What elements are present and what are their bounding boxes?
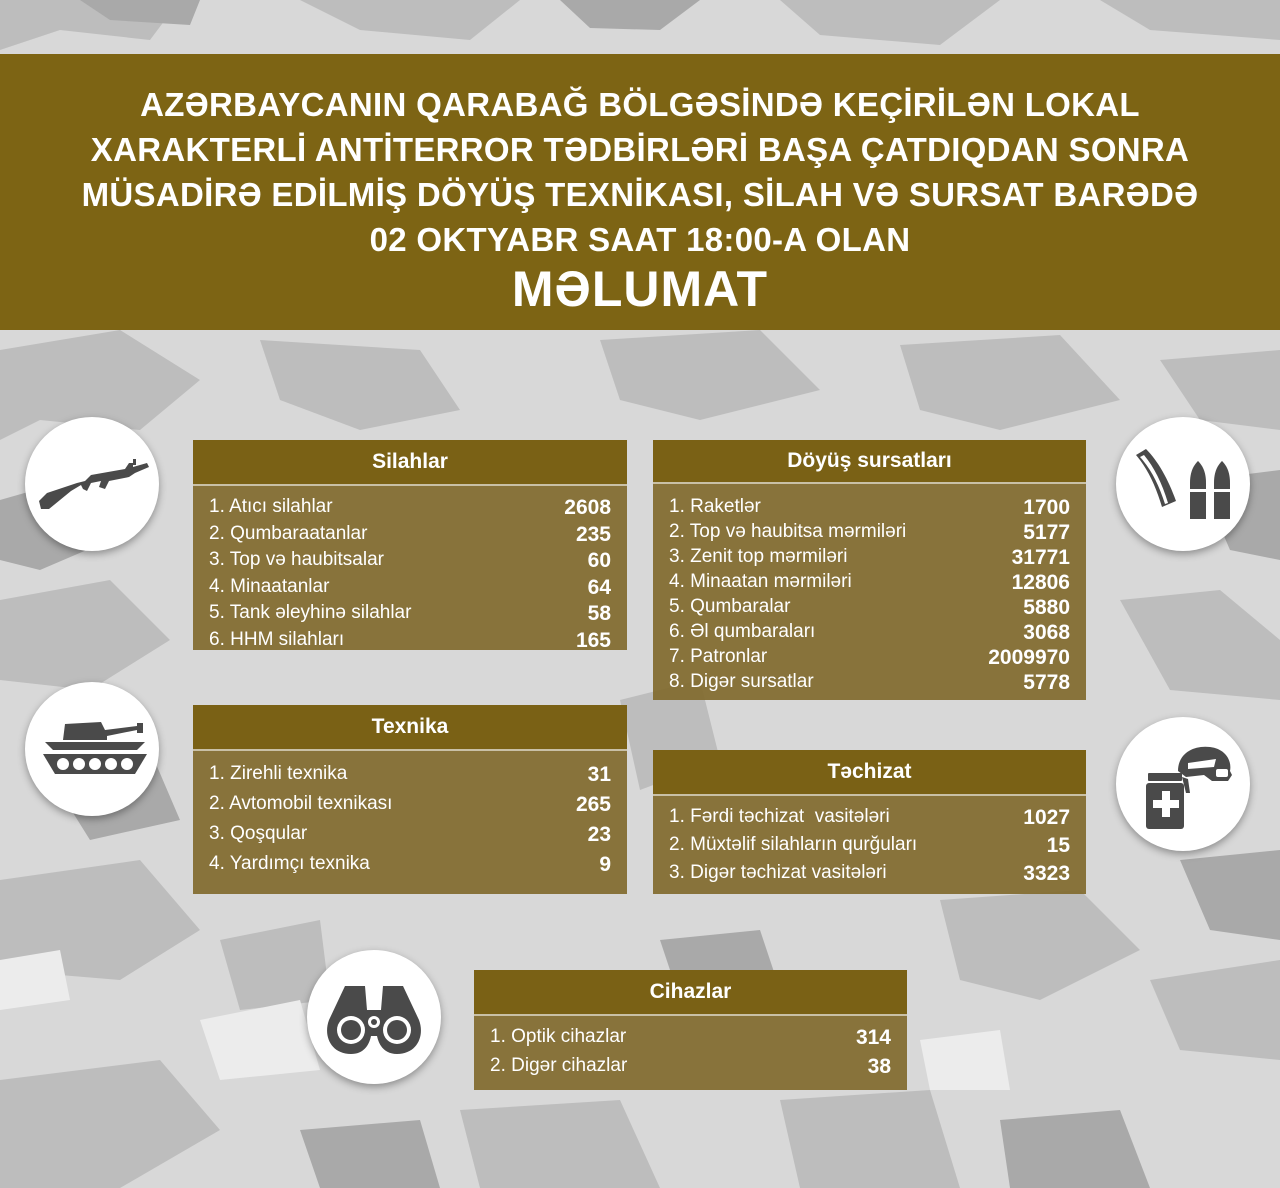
list-item: 8. Digər sursatlar 5778 [669,671,1070,694]
texnika-title: Texnika [193,705,627,749]
cihazlar-list [474,1014,907,1090]
list-item: 2. Top və haubitsa mərmiləri 5177 [669,521,1070,544]
list-item: 3. Qoşqular 23 [209,823,611,846]
helmet-medkit-icon [1116,717,1250,851]
list-item: 4. Minaatanlar 64 [209,575,611,599]
binoculars-icon [307,950,441,1084]
list-item: 2. Qumbaraatanlar 235 [209,522,611,546]
cihazlar-title: Cihazlar [474,970,907,1014]
list-item: 1. Optik cihazlar 314 [490,1026,891,1049]
list-item: 5. Qumbaralar 5880 [669,596,1070,619]
list-item: 7. Patronlar 2009970 [669,646,1070,669]
techizat-list [653,794,1086,894]
list-item: 2. Müxtəlif silahların qurğuları 15 [669,834,1070,857]
cihazlar-panel [474,970,907,1090]
page-subtitle: MƏLUMAT [511,261,769,317]
list-item: 1. Fərdi təchizat vasitələri 1027 [669,806,1070,829]
header-banner [0,54,1280,330]
silahlar-list [193,484,627,650]
texnika-list [193,749,627,894]
doyus-sursatlari-panel [653,440,1086,700]
list-item: 1. Atıcı silahlar 2608 [209,496,611,519]
list-item: 4. Yardımçı texnika 9 [209,853,611,876]
list-item: 5. Tank əleyhinə silahlar 58 [209,602,611,625]
ammo-icon [1116,417,1250,551]
list-item: 6. HHM silahları 165 [209,628,611,652]
rifle-icon [25,417,159,551]
tank-icon [25,682,159,816]
techizat-panel [653,750,1086,894]
list-item: 2. Digər cihazlar 38 [490,1055,891,1078]
list-item: 3. Digər təchizat vasitələri 3323 [669,862,1070,885]
list-item: 4. Minaatan mərmiləri 12806 [669,571,1070,594]
list-item: 3. Top və haubitsalar 60 [209,549,611,572]
texnika-panel [193,705,627,894]
list-item: 1. Zirehli texnika 31 [209,763,611,786]
techizat-title: Təchizat [653,750,1086,794]
silahlar-title: Silahlar [193,440,627,484]
list-item: 6. Əl qumbaraları 3068 [669,621,1070,644]
page-title: AZƏRBAYCANIN QARABAĞ BÖLGƏSİNDƏ KEÇİRİLƏN LOKAL XARAKTERLİ ANTİTERROR TƏDBİRLƏRİ BAŞA ÇATDIQDAN SONRA MÜSADİRƏ EDİLMİŞ DÖYÜŞ TEXNİKASI, SİLAH VƏ SURSAT BARƏDƏ 02 OKTYABR SAAT 18:00-A OLAN [81,86,1199,258]
doyus-sursatlari-title: Döyüş sursatları [653,440,1086,482]
list-item: 3. Zenit top mərmiləri 31771 [669,546,1070,569]
list-item: 1. Raketlər 1700 [669,496,1070,519]
silahlar-panel [193,440,627,650]
list-item: 2. Avtomobil texnikası 265 [209,793,611,816]
doyus-sursatlari-list [653,482,1086,700]
